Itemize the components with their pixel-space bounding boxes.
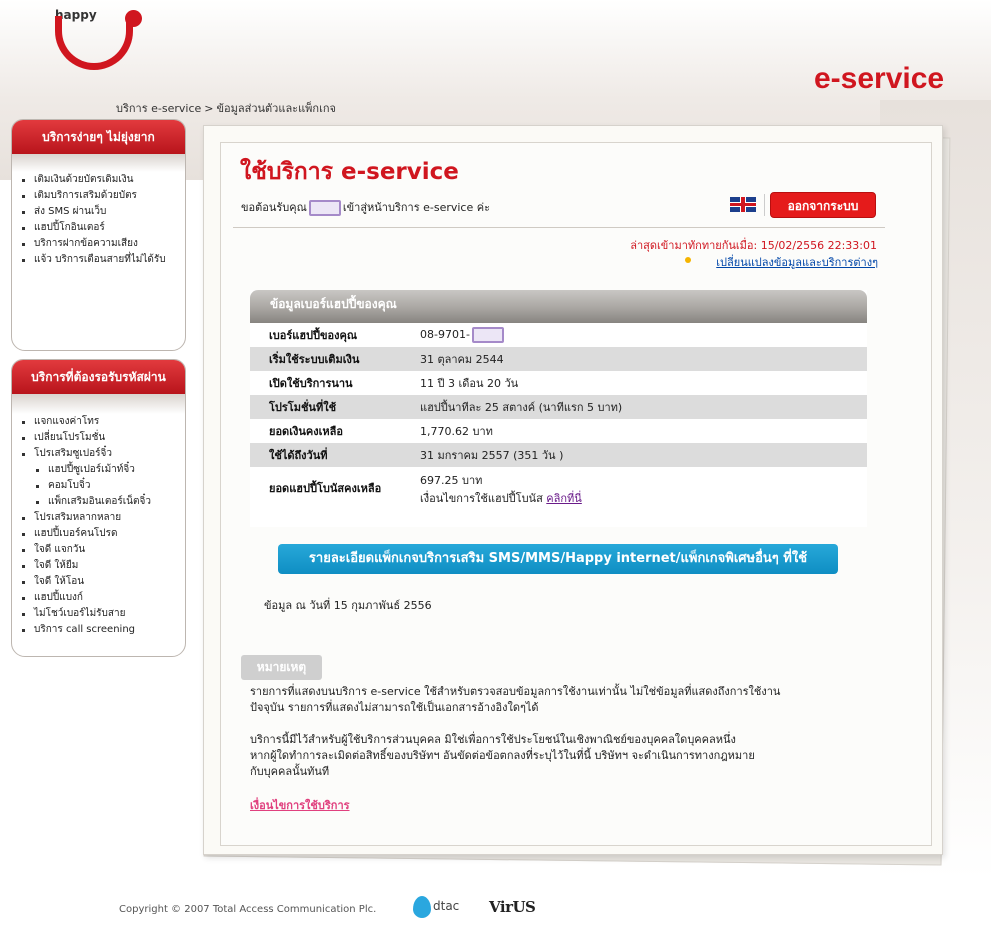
sidebar-item-addon-card[interactable]: เติมบริการเสริมด้วยบัตร	[21, 188, 185, 204]
row-label: เปิดใช้บริการนาน	[269, 377, 353, 390]
click-here-link[interactable]: คลิกที่นี่	[546, 492, 582, 505]
sidebar-item-various-promo[interactable]: โปรเสริมหลากหลาย	[21, 510, 185, 526]
sidebar-item-jaidee-transfer[interactable]: ใจดี ให้โอน	[21, 574, 185, 590]
row-label: เบอร์แฮปปี้ของคุณ	[269, 329, 358, 342]
dtac-text: dtac	[433, 899, 460, 913]
bonus-value: 697.25 บาท	[420, 474, 483, 487]
row-label: ยอดแฮปปี้โบนัสคงเหลือ	[269, 482, 382, 495]
dtac-icon	[413, 896, 431, 918]
table-row	[250, 467, 867, 511]
happy-logo[interactable]	[50, 6, 150, 68]
row-label: ยอดเงินคงเหลือ	[269, 425, 343, 438]
info-table-title: ข้อมูลเบอร์แฮปปี้ของคุณ	[250, 290, 867, 323]
breadcrumb-item-eservice[interactable]: บริการ e-service	[116, 102, 202, 115]
last-login-text: ล่าสุดเข้ามาทักทายกันเมื่อ: 15/02/2556 22:33:01	[630, 239, 877, 252]
package-details-button[interactable]: รายละเอียดแพ็กเกจบริการเสริม SMS/MMS/Happy internet/แพ็กเกจพิเศษอื่นๆ ที่ใช้	[278, 544, 838, 574]
sidebar-item-call-screening[interactable]: บริการ call screening	[21, 622, 185, 638]
sidebar-item-favorite-number[interactable]: แฮปปี้เบอร์คนโปรด	[21, 526, 185, 542]
breadcrumb	[116, 99, 336, 117]
sidebar-box-easy-services	[11, 119, 186, 351]
sidebar-item-call-detail[interactable]: แจกแจงค่าโทร	[21, 414, 185, 430]
table-row	[250, 371, 867, 395]
welcome-suffix: เข้าสู่หน้าบริการ e-service ค่ะ	[342, 201, 491, 214]
redacted-name	[309, 200, 341, 216]
note-badge: หมายเหตุ	[241, 655, 322, 680]
bonus-condition-text: เงื่อนไขการใช้แฮปปี้โบนัส	[420, 492, 543, 505]
sidebar-box-title: บริการง่ายๆ ไม่ยุ่งยาก	[12, 120, 185, 154]
sidebar-item-super-jiw[interactable]: โปรเสริมซูเปอร์จิ๋ว	[21, 446, 185, 462]
sidebar-item-voicemail[interactable]: บริการฝากข้อความเสียง	[21, 236, 185, 252]
sidebar-item-happy-go-inter[interactable]: แฮปปี้โกอินเตอร์	[21, 220, 185, 236]
row-value: แฮปปี้นาทีละ 25 สตางค์ (นาทีแรก 5 บาท)	[420, 401, 623, 414]
phone-number: 08-9701-	[420, 328, 470, 341]
breadcrumb-separator: >	[204, 102, 214, 115]
note-paragraph-1	[250, 684, 850, 716]
note-line: บริการนี้มีไว้สำหรับผู้ใช้บริการส่วนบุคคล มิใช่เพื่อการใช้ประโยชน์ในเชิงพาณิชย์ของบุคคลใดบุคคลหนึ่ง	[250, 733, 736, 746]
page-title: ใช้บริการ e-service	[240, 159, 459, 185]
row-value: 11 ปี 3 เดือน 20 วัน	[420, 377, 519, 390]
logo-dot-icon	[125, 10, 142, 27]
row-label: ใช้ได้ถึงวันที่	[269, 449, 328, 462]
breadcrumb-item-profile: ข้อมูลส่วนตัวและแพ็กเกจ	[216, 102, 336, 115]
sidebar-item-topup-card[interactable]: เติมเงินด้วยบัตรเดิมเงิน	[21, 172, 185, 188]
note-line: รายการที่แสดงบนบริการ e-service ใช้สำหรับตรวจสอบข้อมูลการใช้งานเท่านั้น ไม่ใช่ข้อมูลที่แสดงถึงการใช้งาน	[250, 685, 781, 698]
note-line: ปัจจุบัน รายการที่แสดงไม่สามารถใช้เป็นเอกสารอ้างอิงใดๆได้	[250, 701, 539, 714]
bullet-icon	[685, 257, 691, 263]
copyright-text: Copyright © 2007 Total Access Communication Plc.	[119, 904, 377, 915]
sidebar-item-missed-call[interactable]: แจ้ว บริการเตือนสายที่ไม่ได้รับ	[21, 252, 185, 268]
table-row	[250, 443, 867, 467]
row-value: 31 มกราคม 2557 (351 วัน )	[420, 449, 564, 462]
sidebar-fade	[12, 154, 185, 172]
welcome-prefix: ขอต้อนรับคุณ	[241, 201, 307, 214]
logo-text: happy	[55, 8, 97, 22]
sidebar-item-jaidee-lend[interactable]: ใจดี ให้ยืม	[21, 558, 185, 574]
sidebar-item-send-sms[interactable]: ส่ง SMS ผ่านเว็บ	[21, 204, 185, 220]
note-line: กับบุคคลนั้นทันที	[250, 765, 330, 778]
sidebar-item-change-promotion[interactable]: เปลี่ยนโปรโมชั่น	[21, 430, 185, 446]
dtac-logo[interactable]	[413, 894, 469, 920]
sidebar-list	[12, 172, 185, 268]
row-value	[420, 327, 506, 343]
sidebar-item-happy-bank[interactable]: แฮปปี้แบงก์	[21, 590, 185, 606]
sidebar-item-hide-number[interactable]: ไม่โชว์เบอร์ไม่รับสาย	[21, 606, 185, 622]
note-paragraph-2	[250, 732, 850, 780]
terms-of-service-link[interactable]: เงื่อนไขการใช้บริการ	[250, 799, 350, 812]
table-row	[250, 395, 867, 419]
sidebar-item-jaidee-give[interactable]: ใจดี แจกวัน	[21, 542, 185, 558]
sidebar-subitem-super-mouth[interactable]: แฮปปี้ซูเปอร์เม้าท์จิ๋ว	[21, 462, 185, 478]
table-row	[250, 347, 867, 371]
welcome-message	[241, 198, 490, 216]
sidebar-list	[12, 414, 185, 638]
table-row	[250, 419, 867, 443]
row-label: โปรโมชั่นที่ใช้	[269, 401, 337, 414]
row-value: 31 ตุลาคม 2544	[420, 353, 504, 366]
smile-icon	[55, 16, 133, 70]
table-row	[250, 323, 867, 347]
note-line: หากผู้ใดทำการละเมิดต่อสิทธิ์ของบริษัทฯ อันขัดต่อข้อตกลงที่ระบุไว้ในที่นี้ บริษัทฯ จะดำเนินการทางกฎหมาย	[250, 749, 755, 762]
number-info-table	[250, 290, 867, 527]
data-as-of-date: ข้อมูล ณ วันที่ 15 กุมภาพันธ์ 2556	[264, 599, 432, 612]
eservice-title: e-service	[814, 62, 945, 95]
divider	[764, 194, 765, 216]
sidebar-box-title: บริการที่ต้องรอรับรหัสผ่าน	[12, 360, 185, 394]
redacted-number	[472, 327, 504, 343]
sidebar-subitem-internet-pack[interactable]: แพ็กเสริมอินเตอร์เน็ตจิ๋ว	[21, 494, 185, 510]
change-settings-link[interactable]: เปลี่ยนแปลงข้อมูลและบริการต่างๆ	[716, 256, 878, 269]
row-value	[420, 471, 582, 507]
sidebar-subitem-combo[interactable]: คอมโบจิ๋ว	[21, 478, 185, 494]
divider	[233, 227, 885, 228]
english-flag-icon[interactable]	[730, 197, 756, 212]
row-value: 1,770.62 บาท	[420, 425, 493, 438]
row-label: เริ่มใช้ระบบเติมเงิน	[269, 353, 360, 366]
bonus-condition	[420, 489, 582, 507]
logout-button[interactable]: ออกจากระบบ	[770, 192, 876, 218]
sidebar-box-password-services	[11, 359, 186, 657]
virus-logo[interactable]: VirUS	[489, 898, 536, 916]
sidebar-fade	[12, 394, 185, 414]
